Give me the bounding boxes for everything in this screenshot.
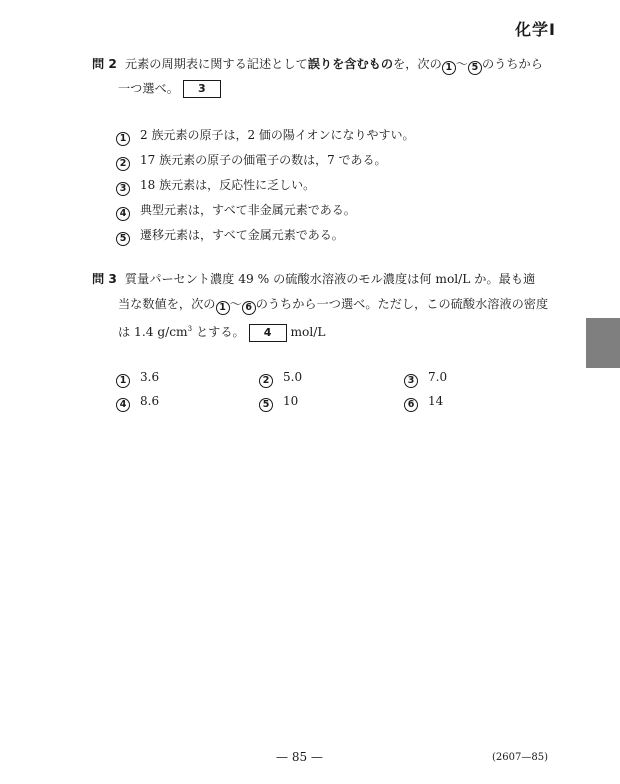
q3-range-sep: 〜	[229, 297, 242, 311]
q2-choice-5-num: 5	[116, 232, 130, 246]
q3-line2-pre: 当な数値を，次の	[118, 297, 216, 311]
q2-answer-box[interactable]: 3	[183, 80, 221, 98]
side-index-tab	[586, 318, 620, 368]
q3-choice-1-value: 3.6	[140, 370, 160, 384]
q3-choice-3-num: 3	[404, 374, 418, 388]
q3-line1-text: 質量パーセント濃度 49 % の硫酸水溶液のモル濃度は何 mol/L か。最も適	[124, 272, 536, 286]
q2-choice-4-num: 4	[116, 207, 130, 221]
q2-choice-2[interactable]	[116, 152, 387, 171]
subject-title: 化学Ⅰ	[515, 20, 556, 39]
q3-choice-5-num: 5	[259, 398, 273, 412]
q3-range-to: 6	[242, 301, 256, 315]
q2-range-from: 1	[442, 61, 456, 75]
q2-choice-3-text: 18 族元素は，反応性に乏しい。	[140, 178, 316, 192]
q2-choice-4-text: 典型元素は，すべて非金属元素である。	[140, 203, 356, 217]
q3-line1	[92, 271, 535, 287]
q2-choice-5-text: 遷移元素は，すべて金属元素である。	[140, 228, 344, 242]
q3-choice-2[interactable]	[259, 369, 302, 388]
q3-line2-post: のうちから一つ選べ。ただし，この硫酸水溶液の密度	[255, 297, 549, 311]
q2-line2	[118, 80, 221, 98]
q3-choice-5-value: 10	[283, 394, 299, 408]
q3-label: 問 3	[92, 272, 117, 286]
q3-choice-2-value: 5.0	[283, 370, 303, 384]
q3-unit: mol/L	[290, 325, 326, 340]
exam-code: (2607—85)	[492, 752, 548, 763]
q2-text-pre: 元素の周期表に関する記述として	[124, 57, 308, 71]
q3-range-from: 1	[216, 301, 230, 315]
q3-choice-2-num: 2	[259, 374, 273, 388]
q2-choice-4[interactable]	[116, 202, 356, 221]
q2-choice-1-text: 2 族元素の原子は，2 価の陽イオンになりやすい。	[140, 128, 415, 142]
q2-text-post: を，次の	[393, 57, 442, 71]
q3-choice-5[interactable]	[259, 393, 298, 412]
q2-choice-3[interactable]	[116, 177, 315, 196]
q3-line3-post: とする。	[192, 325, 245, 340]
q3-line3-sup: 3	[187, 325, 193, 333]
q3-answer-box[interactable]: 4	[249, 324, 287, 342]
q2-choice-1-num: 1	[116, 132, 130, 146]
q2-choice-5[interactable]	[116, 227, 344, 246]
q2-range-to: 5	[468, 61, 482, 75]
q2-choice-2-num: 2	[116, 157, 130, 171]
q3-choice-3[interactable]	[404, 369, 447, 388]
q3-line2	[118, 296, 548, 315]
page-number: — 85 —	[276, 750, 323, 764]
q3-choice-6[interactable]	[404, 393, 443, 412]
q3-line3-pre: は 1.4 g/cm	[118, 325, 188, 340]
q2-choice-3-num: 3	[116, 182, 130, 196]
q3-choice-3-value: 7.0	[428, 370, 448, 384]
q3-choice-6-num: 6	[404, 398, 418, 412]
q2-text-bold: 誤りを含むもの	[307, 57, 394, 71]
q3-line3	[118, 321, 325, 342]
q3-choice-4-num: 4	[116, 398, 130, 412]
q2-choice-1[interactable]	[116, 127, 415, 146]
q3-choice-6-value: 14	[428, 394, 444, 408]
q2-label: 問 2	[92, 57, 117, 71]
q2-choice-2-text: 17 族元素の原子の価電子の数は，7 である。	[140, 153, 387, 167]
q2-range-sep: 〜	[455, 57, 468, 71]
q3-choice-1-num: 1	[116, 374, 130, 388]
q2-text-end: のうちから	[481, 57, 543, 71]
q3-choice-4[interactable]	[116, 393, 159, 412]
q2-line2-text: 一つ選べ。	[118, 81, 179, 96]
q3-choice-1[interactable]	[116, 369, 159, 388]
q3-choice-4-value: 8.6	[140, 394, 160, 408]
q2-line1	[92, 56, 543, 75]
